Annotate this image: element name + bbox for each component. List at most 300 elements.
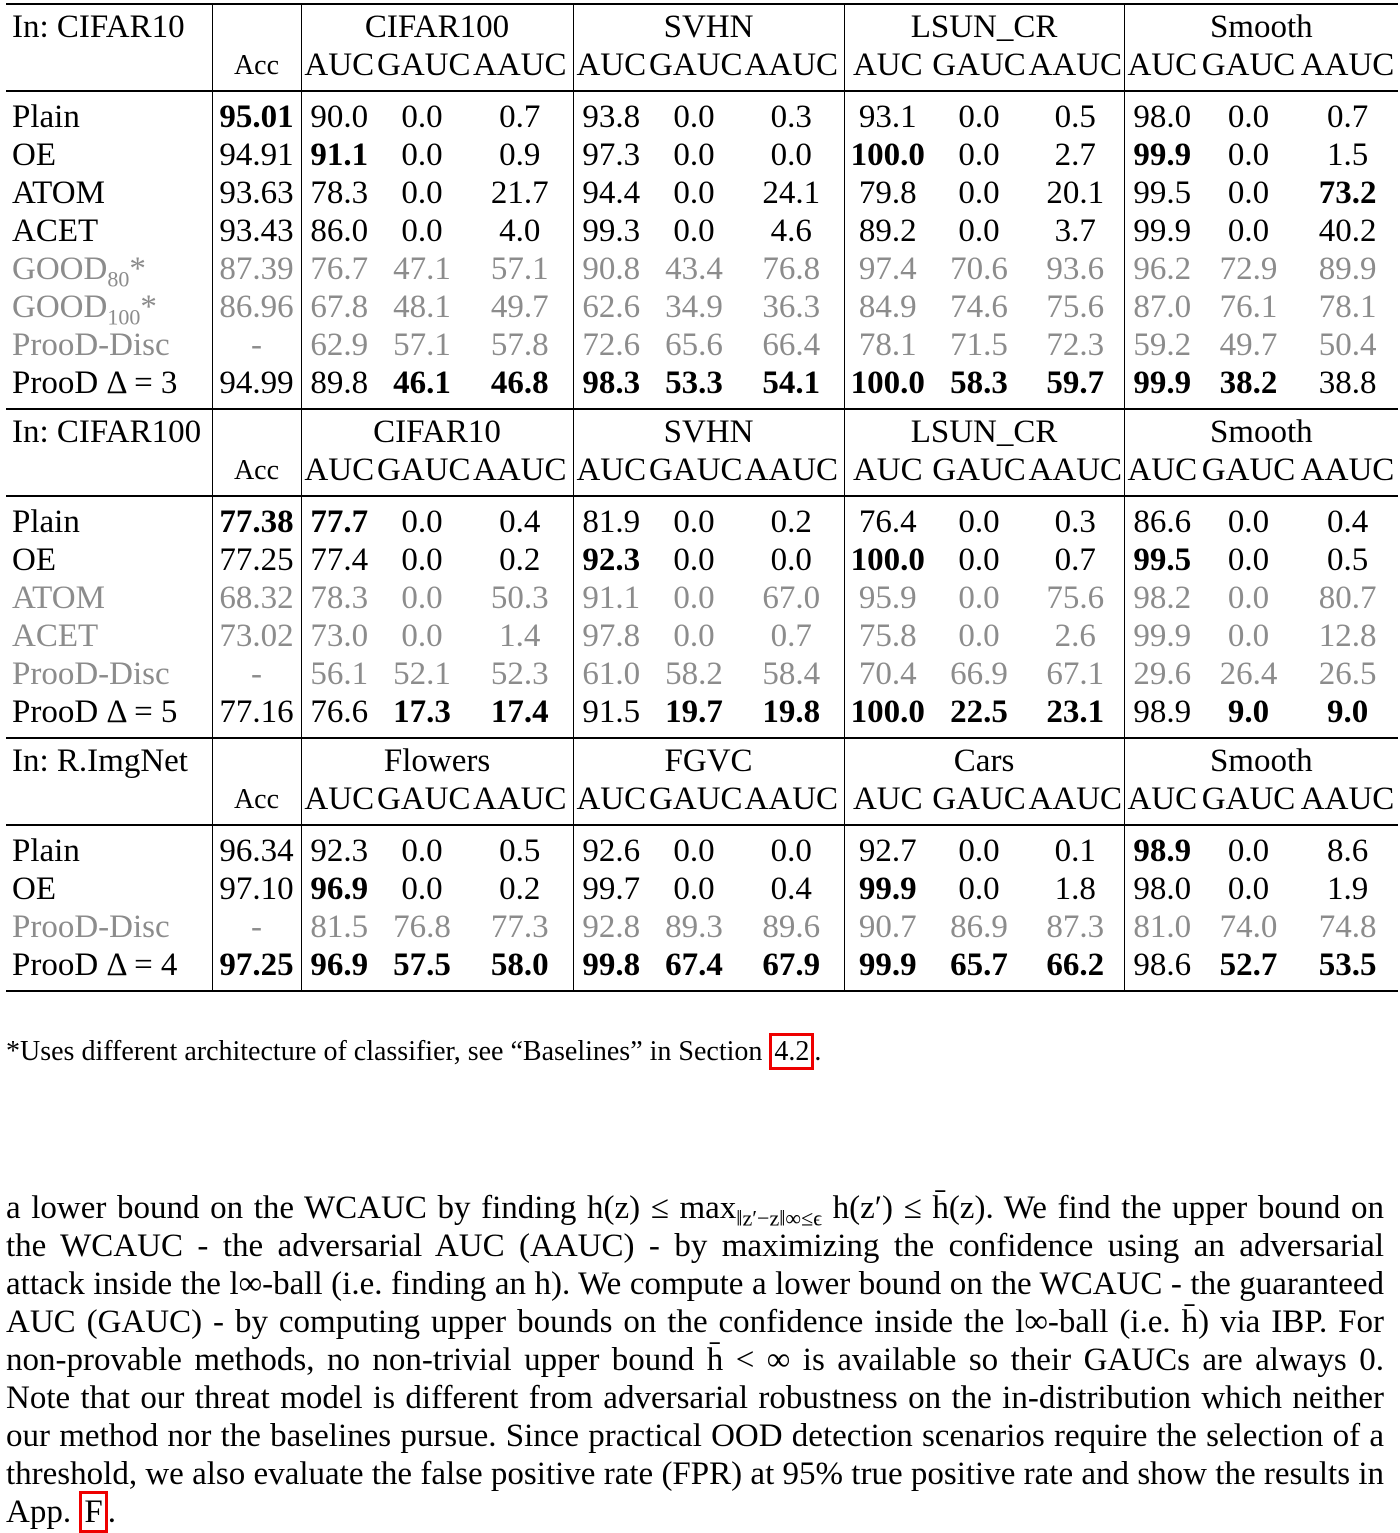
metric-value: 66.9 (950, 656, 1008, 692)
table-row (6, 250, 1398, 288)
metric-cell (573, 870, 649, 908)
method-label: ProoD Δ = 5 (12, 694, 178, 730)
metric-value: 99.5 (1133, 175, 1192, 211)
metric-value: 24.1 (762, 175, 821, 211)
metric-cell (649, 496, 739, 541)
metric-cell (1124, 579, 1200, 617)
metric-value: 79.8 (858, 175, 917, 211)
metric-value: 0.2 (499, 542, 541, 578)
metric-header-row (6, 780, 1398, 825)
metric-value: 90.7 (858, 909, 917, 945)
acc-cell (212, 579, 301, 617)
gauc-header: GAUC (932, 781, 1026, 817)
metric-value: 70.4 (858, 656, 917, 692)
gauc-header: GAUC (377, 47, 471, 83)
method-label: ProoD-Disc (12, 327, 170, 363)
metric-cell (573, 693, 649, 738)
metric-cell (931, 908, 1027, 946)
metric-cell (1027, 946, 1124, 991)
metric-cell (1027, 91, 1124, 136)
metric-value: 21.7 (490, 175, 549, 211)
metric-cell (1124, 212, 1200, 250)
metric-cell (931, 326, 1027, 364)
metric-value: 90.0 (310, 99, 369, 135)
metric-value: 92.6 (582, 833, 641, 869)
metric-cell (1124, 693, 1200, 738)
acc-header-spacer (212, 409, 301, 451)
metric-value: 99.9 (1133, 213, 1192, 249)
method-name (6, 617, 212, 655)
table-row (6, 541, 1398, 579)
metric-cell (573, 541, 649, 579)
metric-cell (1297, 579, 1398, 617)
metric-cell (301, 946, 377, 991)
acc-header-spacer (212, 4, 301, 46)
metric-cell (1297, 825, 1398, 870)
metric-cell (1027, 870, 1124, 908)
method-subscript: 100 (107, 304, 141, 330)
method-name (6, 908, 212, 946)
metric-cell (844, 541, 931, 579)
acc-value: 93.63 (219, 175, 294, 211)
metric-cell (1027, 655, 1124, 693)
metric-cell (739, 617, 844, 655)
metric-cell (1297, 693, 1398, 738)
metric-value: 100.0 (850, 542, 925, 578)
ood-dataset-header: FGVC (573, 738, 844, 780)
gauc-header: GAUC (932, 47, 1026, 83)
metric-value: 43.4 (665, 251, 723, 287)
metric-cell (844, 579, 931, 617)
metric-value: 22.5 (950, 694, 1008, 730)
metric-cell (1124, 250, 1200, 288)
metric-value: 0.0 (1227, 542, 1270, 578)
metric-value: 78.3 (310, 580, 369, 616)
metric-value: 92.8 (582, 909, 641, 945)
metric-value: 0.0 (1227, 504, 1270, 540)
metric-cell (1124, 908, 1200, 946)
metric-value: 86.0 (310, 213, 369, 249)
method-label: OE (12, 137, 56, 173)
metric-cell (1124, 326, 1200, 364)
metric-value: 58.2 (665, 656, 723, 692)
metric-value: 9.0 (1326, 694, 1369, 730)
metric-value: 0.0 (673, 618, 715, 654)
metric-value: 0.0 (401, 580, 443, 616)
appendix-ref-link[interactable]: F (79, 1491, 107, 1533)
acc-cell (212, 541, 301, 579)
metric-value: 0.0 (1227, 833, 1270, 869)
metric-value: 36.3 (762, 289, 821, 325)
method-label: ProoD-Disc (12, 656, 170, 692)
auc-header: AUC (573, 451, 649, 496)
metric-value: 99.9 (1133, 618, 1192, 654)
metric-value: 86.6 (1133, 504, 1192, 540)
metric-value: 62.9 (310, 327, 369, 363)
acc-cell (212, 326, 301, 364)
metric-cell (467, 136, 573, 174)
metric-cell (1200, 825, 1297, 870)
metric-cell (1200, 136, 1297, 174)
metric-value: 0.7 (499, 99, 541, 135)
metric-value: 0.0 (401, 833, 443, 869)
metric-value: 75.6 (1046, 580, 1105, 616)
metric-value: 62.6 (582, 289, 641, 325)
metric-cell (377, 579, 467, 617)
metric-value: 50.4 (1318, 327, 1377, 363)
metric-cell (844, 364, 931, 409)
metric-cell (739, 496, 844, 541)
metric-cell (844, 693, 931, 738)
metric-value: 58.4 (762, 656, 821, 692)
metric-value: 57.1 (393, 327, 451, 363)
metric-cell (467, 541, 573, 579)
table-row (6, 946, 1398, 991)
metric-cell (467, 908, 573, 946)
metric-cell (1124, 288, 1200, 326)
aauc-header: AAUC (473, 781, 567, 817)
metric-cell (844, 91, 931, 136)
metric-value: 93.6 (1046, 251, 1105, 287)
gauc-header: GAUC (377, 452, 471, 488)
metric-cell (931, 541, 1027, 579)
metric-cell (573, 174, 649, 212)
aauc-header: AAUC (1028, 781, 1123, 817)
metric-value: 9.0 (1227, 694, 1270, 730)
table-row (6, 212, 1398, 250)
metric-value: 96.2 (1133, 251, 1192, 287)
metric-value: 0.2 (770, 504, 812, 540)
metric-cell (739, 136, 844, 174)
metric-cell (1124, 496, 1200, 541)
acc-value: - (251, 909, 262, 945)
metric-cell (1200, 579, 1297, 617)
metric-cell (844, 174, 931, 212)
acc-header: Acc (212, 780, 301, 825)
method-name (6, 136, 212, 174)
metric-cell (1297, 212, 1398, 250)
metric-value: 0.0 (958, 618, 1000, 654)
metric-value: 0.7 (1054, 542, 1096, 578)
metric-cell (301, 655, 377, 693)
metric-cell (1297, 870, 1398, 908)
metric-value: 76.7 (310, 251, 369, 287)
auc-header: AUC (844, 451, 931, 496)
ood-dataset-header: Cars (844, 738, 1124, 780)
metric-cell (573, 250, 649, 288)
metric-value: 78.1 (1318, 289, 1377, 325)
method-label: ProoD Δ = 3 (12, 365, 178, 401)
metric-value: 0.3 (770, 99, 812, 135)
acc-value: 87.39 (219, 251, 294, 287)
gauc-header: GAUC (649, 452, 743, 488)
metric-cell (1200, 250, 1297, 288)
metric-cell (1200, 693, 1297, 738)
section-ref-link[interactable]: 4.2 (769, 1033, 814, 1070)
acc-cell (212, 212, 301, 250)
metric-cell (1027, 136, 1124, 174)
metric-cell (1027, 825, 1124, 870)
metric-cell (1200, 91, 1297, 136)
metric-value: 99.9 (858, 947, 917, 983)
metric-cell (739, 288, 844, 326)
metric-value: 99.9 (1133, 137, 1192, 173)
acc-value: 94.99 (219, 365, 294, 401)
metric-cell (739, 212, 844, 250)
metric-value: 72.6 (582, 327, 641, 363)
acc-cell (212, 91, 301, 136)
metric-cell (931, 870, 1027, 908)
method-label: ProoD Δ = 4 (12, 947, 178, 983)
metric-cell (1124, 946, 1200, 991)
ood-dataset-header: LSUN_CR (844, 409, 1124, 451)
metric-value: 17.4 (490, 694, 549, 730)
metric-value: 72.3 (1046, 327, 1105, 363)
body-paragraph: a lower bound on the WCAUC by finding $h(z) \le \max_{‖z'-z‖\infty\le\epsilon} h(z')$ ≤ h̄(z). We find the upper bound on the WCAUC - the adversarial AUC (AAUC) - by maximizing the confidence using an adversarial attack inside the l∞-ball (i.e. finding an h). We compute a lower bound on the WCAUC - the guaranteed AUC (GAUC) - by computing upper bounds on the confidence inside the l∞-ball (i.e. h̄) via IBP. For non-provable methods, no non-trivial upper bound h̄ < ∞ is available so their GAUCs are always 0. Note that our threat model is different from adversarial robustness on the in-distribution which neither our method nor the baselines pursue. Since practical OOD detection scenarios require the selection of a threshold, we also evaluate the false positive rate (FPR) at 95% true positive rate and show the results in App. F . (6, 1189, 1384, 1531)
metric-value: 47.1 (393, 251, 451, 287)
metric-cell (1200, 617, 1297, 655)
metric-value: 80.7 (1318, 580, 1377, 616)
metric-value: 98.6 (1133, 947, 1192, 983)
metric-cell (649, 212, 739, 250)
metric-value: 78.3 (310, 175, 369, 211)
metric-cell (301, 364, 377, 409)
metric-cell (573, 655, 649, 693)
metric-cell (1200, 174, 1297, 212)
metric-value: 0.4 (1326, 504, 1369, 540)
method-name (6, 250, 212, 292)
metric-value: 92.3 (310, 833, 369, 869)
metric-value: 59.2 (1133, 327, 1192, 363)
metric-cell (1027, 908, 1124, 946)
acc-header-spacer (212, 738, 301, 780)
metric-value: 0.2 (499, 871, 541, 907)
metric-cell (573, 946, 649, 991)
gauc-header: GAUC (1201, 47, 1296, 83)
acc-cell (212, 496, 301, 541)
aauc-header: AAUC (473, 47, 567, 83)
metric-cell (649, 326, 739, 364)
metric-value: 76.4 (858, 504, 917, 540)
gauc-header: GAUC (1201, 452, 1296, 488)
metric-value: 72.9 (1219, 251, 1278, 287)
aauc-header: AAUC (744, 452, 839, 488)
auc-header: AUC (1124, 780, 1200, 825)
metric-cell (1124, 870, 1200, 908)
ood-dataset-header: Smooth (1124, 4, 1398, 46)
metric-value: 71.5 (950, 327, 1008, 363)
metric-cell (739, 326, 844, 364)
metric-value: 0.0 (958, 175, 1000, 211)
metric-cell (301, 91, 377, 136)
metric-cell (1200, 870, 1297, 908)
metric-cell (739, 364, 844, 409)
metric-value: 77.7 (310, 504, 369, 540)
metric-cell (301, 250, 377, 288)
metric-value: 87.3 (1046, 909, 1105, 945)
acc-cell (212, 136, 301, 174)
metric-cell (573, 364, 649, 409)
metric-cell (739, 174, 844, 212)
metric-cell (931, 288, 1027, 326)
metric-cell (931, 693, 1027, 738)
table-row (6, 326, 1398, 364)
metric-cell (467, 326, 573, 364)
metric-cell (1200, 212, 1297, 250)
metric-value: 99.8 (582, 947, 641, 983)
metric-header-row (6, 46, 1398, 91)
metric-value: 89.6 (762, 909, 821, 945)
metric-value: 92.7 (858, 833, 917, 869)
metric-cell (301, 617, 377, 655)
metric-cell (1027, 617, 1124, 655)
table-row (6, 136, 1398, 174)
metric-cell (931, 364, 1027, 409)
metric-value: 74.0 (1219, 909, 1278, 945)
method-name (6, 288, 212, 330)
aauc-header: AAUC (1028, 452, 1123, 488)
metric-cell (573, 91, 649, 136)
metric-cell (649, 946, 739, 991)
metric-value: 77.4 (310, 542, 369, 578)
metric-cell (301, 212, 377, 250)
acc-value: 96.34 (219, 833, 294, 869)
metric-value: 81.9 (582, 504, 641, 540)
metric-value: 0.0 (958, 213, 1000, 249)
metric-value: 46.1 (393, 365, 451, 401)
metric-value: 0.4 (770, 871, 812, 907)
metric-value: 0.0 (401, 871, 443, 907)
metric-value: 95.9 (858, 580, 917, 616)
metric-cell (467, 288, 573, 326)
metric-value: 0.0 (401, 213, 443, 249)
metric-cell (467, 496, 573, 541)
metric-cell (301, 908, 377, 946)
metric-value: 74.6 (950, 289, 1008, 325)
metric-value: 100.0 (850, 694, 925, 730)
table-row (6, 364, 1398, 409)
metric-cell (1027, 174, 1124, 212)
acc-cell (212, 174, 301, 212)
metric-value: 0.7 (770, 618, 812, 654)
metric-cell (467, 364, 573, 409)
metric-value: 90.8 (582, 251, 641, 287)
metric-cell (573, 136, 649, 174)
metric-cell (467, 825, 573, 870)
metric-cell (1200, 496, 1297, 541)
metric-cell (649, 136, 739, 174)
header-row (6, 4, 1398, 46)
method-suffix: * (140, 289, 157, 325)
metric-value: 0.0 (673, 833, 715, 869)
metric-value: 58.3 (950, 365, 1008, 401)
metric-cell (1124, 655, 1200, 693)
metric-cell (739, 946, 844, 991)
metric-cell (1124, 91, 1200, 136)
gauc-header: GAUC (1201, 781, 1296, 817)
metric-value: 48.1 (393, 289, 451, 325)
metric-value: 34.9 (665, 289, 723, 325)
metric-value: 0.0 (401, 137, 443, 173)
auc-header: AUC (1124, 451, 1200, 496)
metric-cell (377, 541, 467, 579)
metric-value: 0.0 (958, 833, 1000, 869)
metric-value: 52.7 (1219, 947, 1278, 983)
metric-cell (573, 579, 649, 617)
metric-cell (844, 326, 931, 364)
method-name (6, 496, 212, 541)
metric-cell (844, 617, 931, 655)
method-label: ATOM (12, 580, 105, 616)
metric-value: 87.0 (1133, 289, 1192, 325)
metric-value: 0.0 (673, 175, 715, 211)
metric-value: 94.4 (582, 175, 641, 211)
metric-value: 49.7 (490, 289, 549, 325)
in-distribution-label: In: R.ImgNet (6, 738, 212, 780)
metric-cell (844, 870, 931, 908)
metric-cell (1297, 541, 1398, 579)
metric-cell (1124, 617, 1200, 655)
metric-value: 0.0 (401, 504, 443, 540)
max-subscript: ‖z′−z‖∞≤ϵ (736, 1205, 823, 1231)
metric-value: 52.3 (490, 656, 549, 692)
metric-value: 0.0 (673, 504, 715, 540)
metric-value: 17.3 (393, 694, 451, 730)
ood-dataset-header: Smooth (1124, 409, 1398, 451)
metric-cell (931, 496, 1027, 541)
metric-value: 0.0 (1227, 580, 1270, 616)
metric-value: 0.0 (770, 833, 812, 869)
metric-cell (467, 946, 573, 991)
metric-value: 67.0 (762, 580, 821, 616)
metric-value: 2.7 (1054, 137, 1096, 173)
metric-cell (467, 655, 573, 693)
metric-value: 73.2 (1318, 175, 1377, 211)
method-name (6, 541, 212, 579)
acc-cell (212, 288, 301, 326)
acc-cell (212, 908, 301, 946)
metric-value: 53.5 (1318, 947, 1377, 983)
metric-cell (377, 655, 467, 693)
metric-value: 1.8 (1054, 871, 1096, 907)
metric-value: 73.0 (310, 618, 369, 654)
acc-value: - (251, 656, 262, 692)
metric-value: 12.8 (1318, 618, 1377, 654)
metric-value: 0.0 (401, 542, 443, 578)
acc-value: 68.32 (219, 580, 294, 616)
metric-value: 0.0 (958, 504, 1000, 540)
metric-cell (1200, 364, 1297, 409)
metric-cell (301, 136, 377, 174)
metric-value: 38.8 (1318, 365, 1377, 401)
metric-cell (931, 617, 1027, 655)
metric-cell (377, 364, 467, 409)
metric-value: 89.3 (665, 909, 723, 945)
metric-value: 98.9 (1133, 694, 1192, 730)
metric-value: 0.0 (1227, 137, 1270, 173)
acc-header: Acc (212, 46, 301, 91)
metric-value: 76.8 (762, 251, 821, 287)
auc-header: AUC (301, 46, 377, 91)
metric-cell (1027, 579, 1124, 617)
metric-cell (377, 288, 467, 326)
metric-cell (573, 212, 649, 250)
metric-cell (1027, 693, 1124, 738)
metric-value: 100.0 (850, 365, 925, 401)
metric-cell (467, 870, 573, 908)
metric-cell (467, 693, 573, 738)
acc-value: 95.01 (219, 99, 294, 135)
